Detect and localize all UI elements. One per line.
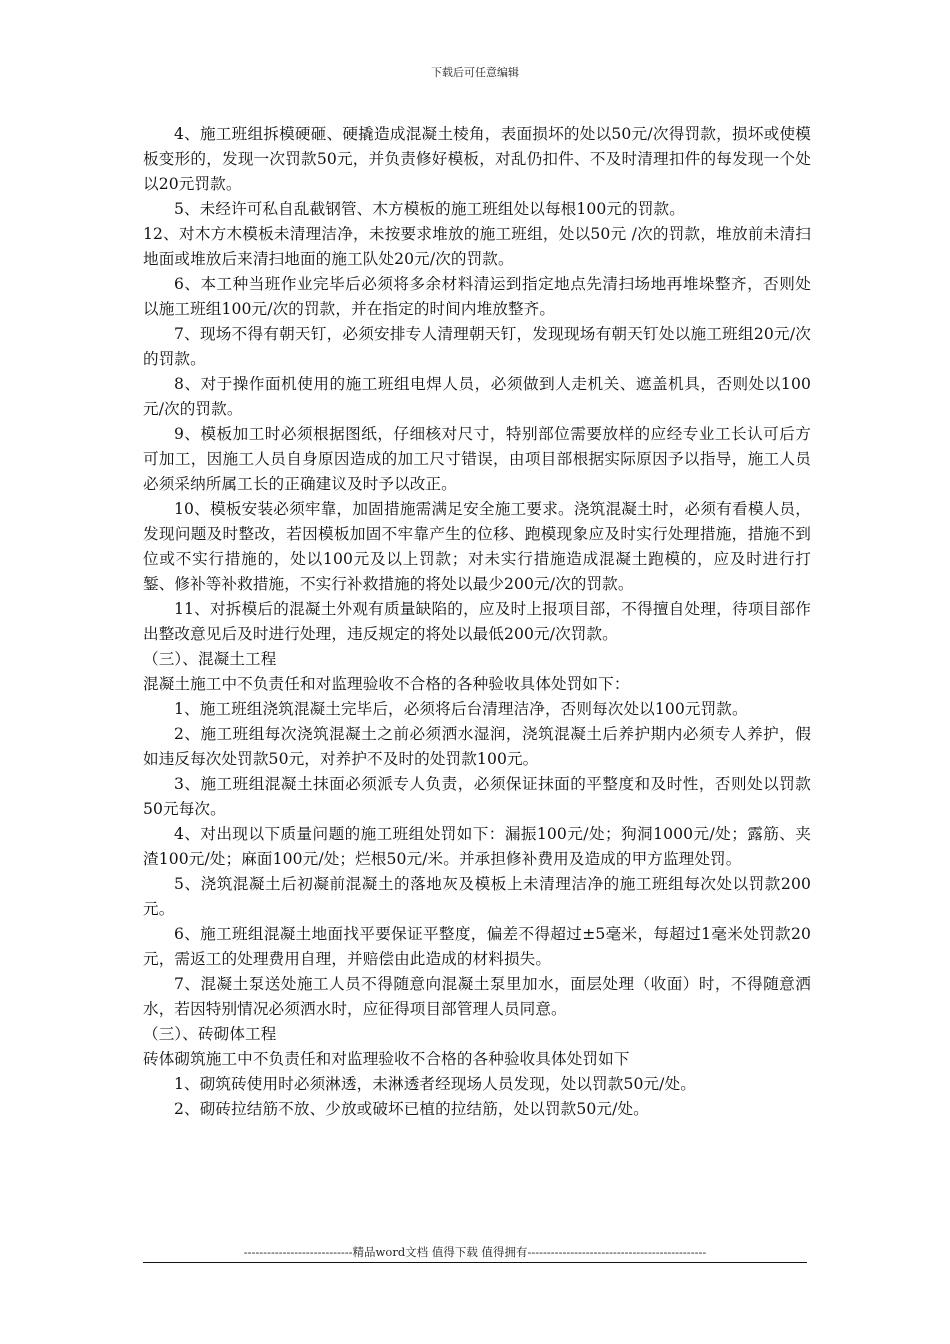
- paragraph: 12、对木方木模板未清理洁净，未按要求堆放的施工班组，处以50元 /次的罚款，堆放前未清扫地面或堆放后来清扫地面的施工队处20元/次的罚款。: [143, 225, 811, 268]
- paragraph: 3、施工班组混凝土抹面必须派专人负责，必须保证抹面的平整度和及时性，否则处以罚款50元每次。: [143, 775, 811, 818]
- paragraph: 1、砌筑砖使用时必须淋透，未淋透者经现场人员发现，处以罚款50元/处。: [174, 1075, 696, 1093]
- paragraph: 4、对出现以下质量问题的施工班组处罚如下：漏振100元/处；狗洞1000元/处；露筋、夹渣100元/处；麻面100元/处；烂根50元/米。并承担修补费用及造成的甲方监理处罚。: [143, 825, 811, 868]
- paragraph: 混凝土施工中不负责任和对监理验收不合格的各种验收具体处罚如下：: [143, 675, 630, 693]
- footer-rule: [143, 1262, 807, 1263]
- paragraph: 10、模板安装必须牢靠，加固措施需满足安全施工要求。浇筑混凝土时，必须有看模人员，发现问题及时整改，若因模板加固不牢靠产生的位移、跑模现象应及时实行处理措施，措施不到位或不实行措施的，处以100元及以上罚款；对未实行措施造成混凝土跑模的，应及时进行打錾、修补等补救措施，不实行补救措施的将处以最少200元/次的罚款。: [143, 500, 811, 593]
- paragraph: 7、现场不得有朝天钉，必须安排专人清理朝天钉，发现现场有朝天钉处以施工班组20元/次的罚款。: [143, 325, 811, 368]
- paragraph: 1、施工班组浇筑混凝土完毕后，必须将后台清理洁净，否则每次处以100元罚款。: [174, 700, 748, 718]
- paragraph: 11、对拆模后的混凝土外观有质量缺陷的，应及时上报项目部，不得擅自处理，待项目部作出整改意见后及时进行处理，违反规定的将处以最低200元/次罚款。: [143, 600, 811, 643]
- paragraph: （三）、砖砌体工程: [143, 1025, 277, 1043]
- paragraph: 2、施工班组每次浇筑混凝土之前必须洒水湿润，浇筑混凝土后养护期内必须专人养护，假如违反每次处罚款50元，对养护不及时的处罚款100元。: [143, 725, 811, 768]
- paragraph: 5、未经许可私自乱截钢管、木方模板的施工班组处以每根100元的罚款。: [174, 200, 685, 218]
- paragraph: 8、对于操作面机使用的施工班组电焊人员，必须做到人走机关、遮盖机具，否则处以100元/次的罚款。: [143, 375, 811, 418]
- paragraph: 5、浇筑混凝土后初凝前混凝土的落地灰及模板上未清理洁净的施工班组每次处以罚款200元。: [143, 875, 811, 918]
- document-body: [143, 122, 811, 1122]
- page-footer: ----------------------------精品word文档 值得下载 值得拥有----------------------------------------------: [243, 1245, 707, 1259]
- paragraph: 4、施工班组拆模硬砸、硬撬造成混凝土棱角，表面损坏的处以50元/次得罚款，损坏或使模板变形的，发现一次罚款50元，并负责修好模板，对乱仍扣件、不及时清理扣件的每发现一个处以20元罚款。: [143, 125, 811, 193]
- paragraph: 9、模板加工时必须根据图纸，仔细核对尺寸，特别部位需要放样的应经专业工长认可后方可加工，因施工人员自身原因造成的加工尺寸错误，由项目部根据实际原因予以指导，施工人员必须采纳所属工长的正确建议及时予以改正。: [143, 425, 811, 493]
- paragraph: 7、混凝土泵送处施工人员不得随意向混凝土泵里加水，面层处理（收面）时，不得随意洒水，若因特别情况必须洒水时，应征得项目部管理人员同意。: [143, 975, 811, 1018]
- page-header: 下载后可任意编辑: [431, 66, 519, 79]
- paragraph: 6、本工种当班作业完毕后必须将多余材料清运到指定地点先清扫场地再堆垛整齐，否则处以施工班组100元/次的罚款，并在指定的时间内堆放整齐。: [143, 275, 811, 318]
- paragraph: 2、砌砖拉结筋不放、少放或破坏已植的拉结筋，处以罚款50元/处。: [174, 1100, 649, 1118]
- paragraph: 6、施工班组混凝土地面找平要保证平整度，偏差不得超过±5毫米，每超过1毫米处罚款20元，需返工的处理费用自理，并赔偿由此造成的材料损失。: [143, 925, 811, 968]
- paragraph: 砖体砌筑施工中不负责任和对监理验收不合格的各种验收具体处罚如下: [143, 1050, 630, 1068]
- paragraph: （三）、混凝土工程: [143, 650, 277, 668]
